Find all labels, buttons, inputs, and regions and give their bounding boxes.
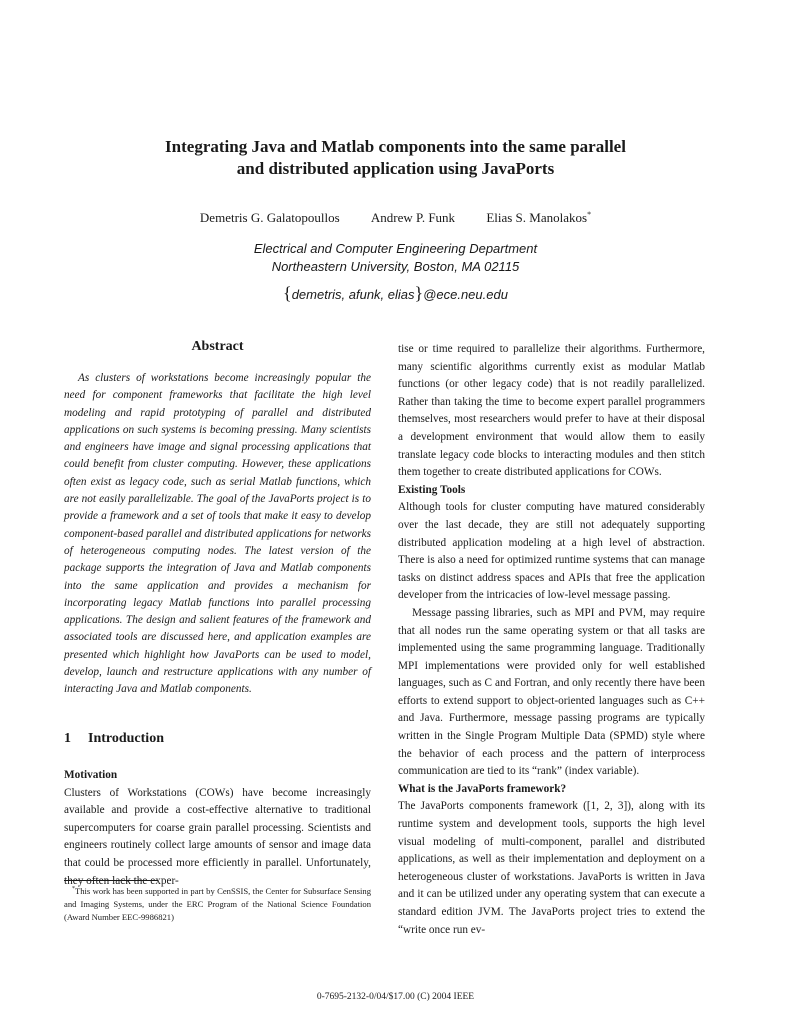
email-domain: @ece.neu.edu	[423, 287, 508, 302]
author-list	[0, 210, 791, 226]
motivation-heading: Motivation	[64, 769, 118, 781]
email-names: demetris, afunk, elias	[291, 287, 415, 302]
title-line-1: Integrating Java and Matlab components into the same parallel	[165, 137, 626, 156]
author-footnote-mark: *	[587, 210, 592, 219]
footnote-mark: *	[72, 886, 75, 892]
author-3	[486, 210, 591, 226]
existing-tools-paragraph-1: Although tools for cluster computing have matured considerably over the last decade, they are still not adequately supporting distributed application modeling at a high level of abstraction. There is also a need for optimized runtime systems that can manage tasks on distinct address spaces and APIs that free the application developer from the intricacies of low-level message passing.	[398, 501, 705, 602]
javaports-paragraph: The JavaPorts components framework ([1, 2, 3]), along with its runtime system and development tools, supports the high level visual modeling of multi-component, parallel and distributed applications, as well as their implementation and deployment on a heterogeneous cluster of workstations. JavaPorts is written in Java and it can be utilized under any operating system that can execute a standard edition JVM. The JavaPorts project tries to extend the “write once run ev-	[398, 800, 705, 936]
affiliation-line-1: Electrical and Computer Engineering Department	[253, 241, 538, 256]
email-open-brace: {	[283, 283, 292, 303]
section-title: Introduction	[88, 731, 164, 746]
author-3-name: Elias S. Manolakos	[486, 210, 588, 226]
motivation-text: Clusters of Workstations (COWs) have become increasingly available and provide a cost-effective alternative to traditional supercomputers for coarse grain parallel processing. Scientists and engineers routinely collect large amounts of sensor and image data that could be processed more efficiently in parallel. Unfortunately, they often lack the exper-	[64, 786, 371, 887]
author-1: Demetris G. Galatopoullos	[199, 210, 340, 226]
existing-tools-paragraph-2: Message passing libraries, such as MPI and PVM, may require that all nodes run the same operating system or that all tasks are implemented using the same programming language. Traditionally MPI implementations were provided only for well established languages, such as C and Fortran, and only recently there have been efforts to extend support to object-oriented languages such as C++ and Java. Furthermore, message passing programs are typically written in the Single Program Multiple Data (SPMD) style where the behavior of each process and the pattern of interprocess communication are tied to its “rank” (index variable).	[398, 606, 705, 778]
section-heading-introduction	[64, 731, 164, 747]
affiliation-line-2: Northeastern University, Boston, MA 02115	[271, 259, 520, 274]
javaports-heading: What is the JavaPorts framework?	[398, 782, 567, 795]
affiliation	[0, 240, 791, 276]
abstract-text: As clusters of workstations become increasingly popular the need for component frameworks that facilitate the high level modeling and rapid prototyping of parallel and distributed applications on such systems is becoming pressing. Many scientists and engineers have image and signal processing applications that could benefit from cluster computing. However, these applications often exist as legacy code, such as serial Matlab functions, which are not easily parallelizable. The goal of the JavaPorts project is to provide a framework and a set of tools that make it easy to develop component-based parallel and distributed applications for networks of heterogeneous computing nodes. The latest version of the package supports the integration of Java and Matlab components into the same application and provides a mechanism for incorporating legacy Matlab functions into parallel processing applications. The design and salient features of the framework and associated tools are discussed here, and application examples are presented which highlight how JavaPorts can be used to model, develop, launch and restructure applications with any number of interacting Java and Matlab components.	[64, 372, 371, 696]
footnote	[64, 883, 371, 924]
paper-title	[70, 136, 721, 180]
existing-tools-heading: Existing Tools	[398, 483, 466, 496]
email-close-brace: }	[414, 283, 424, 303]
section-number: 1	[64, 731, 71, 746]
page-footer: 0-7695-2132-0/04/$17.00 (C) 2004 IEEE	[316, 992, 475, 1002]
motivation-block	[64, 767, 371, 890]
intro-continuation: tise or time required to parallelize their algorithms. Furthermore, many scientific algorithms currently exist as modular Matlab functions (or other legacy code) that is not readily parallelized. Rather than taking the time to become expert parallel programmers themselves, most researchers would prefer to have at their disposal a development environment that would allow them to easily translate legacy code blocks to interacting modules and then stitch them together to create distributed applications for COWs.	[398, 343, 705, 479]
footnote-text: This work has been supported in part by CenSSIS, the Center for Subsurface Sensing and Imaging Systems, under the ERC Program of the National Science Foundation (Award Number EEC-9986821)	[64, 885, 371, 923]
title-line-2: and distributed application using JavaPorts	[236, 159, 555, 178]
right-column	[398, 341, 705, 939]
author-2: Andrew P. Funk	[370, 210, 456, 226]
footnote-rule	[64, 880, 158, 881]
abstract-heading: Abstract	[191, 339, 244, 354]
email-addresses	[0, 283, 791, 304]
